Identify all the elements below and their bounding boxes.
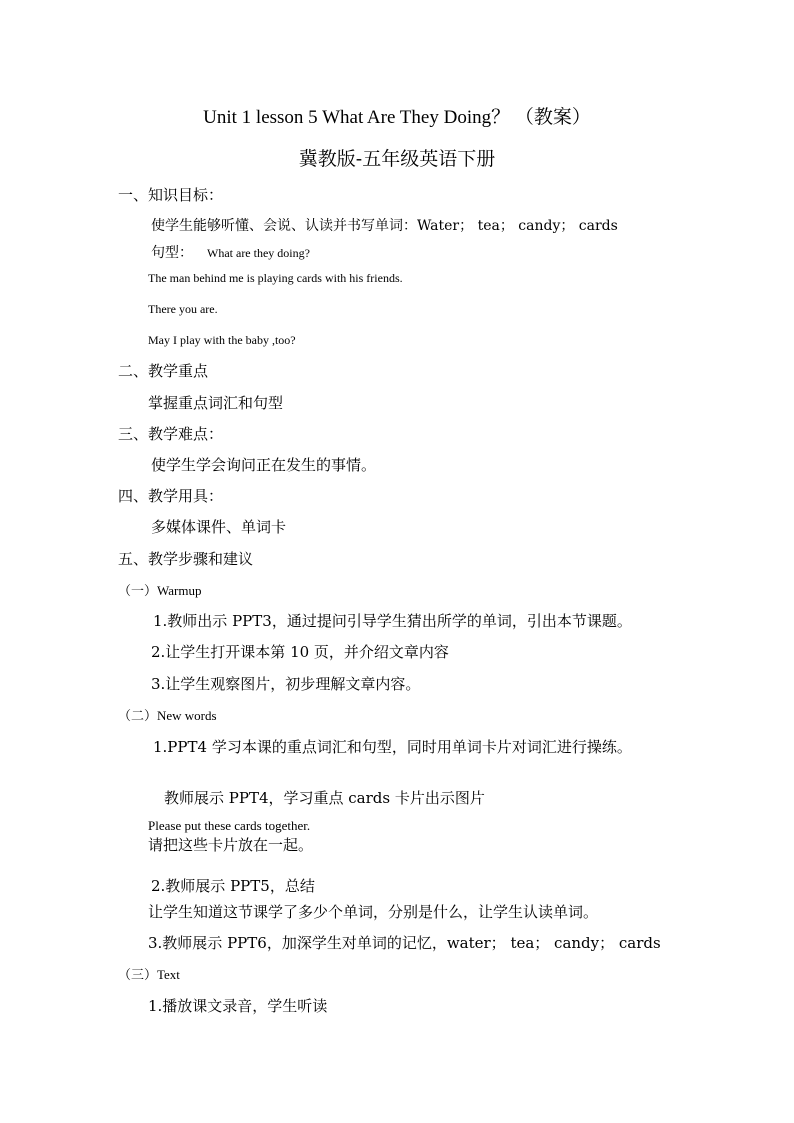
part-1-step-1: 1.教师出示 PPT3，通过提问引导学生猜出所学的单词，引出本节课题。: [153, 612, 632, 630]
part-2-step-3: 3.教师展示 PPT6，加深学生对单词的记忆，water； tea； candy； cards: [148, 934, 661, 952]
section-3-heading: 三、教学难点：: [118, 425, 224, 443]
part-2-step-2-text: 让学生知道这节课学了多少个单词，分别是什么，让学生认读单词。: [148, 903, 599, 921]
part-2-step-1: 1.PPT4 学习本课的重点词汇和句型，同时用单词卡片对词汇进行操练。: [153, 738, 632, 756]
section-5-heading: 五、教学步骤和建议: [118, 550, 254, 568]
part-1-step-2: 2.让学生打开课本第 10 页，并介绍文章内容: [151, 643, 449, 661]
section-2-heading: 二、教学重点: [118, 362, 209, 380]
part-2-heading: （二）New words: [118, 708, 217, 723]
section-1-line-3: The man behind me is playing cards with his friends.: [148, 271, 403, 285]
section-4-text: 多媒体课件、单词卡: [151, 518, 287, 536]
part-2-chinese-sentence: 请把这些卡片放在一起。: [148, 836, 314, 854]
part-1-heading: （一）Warmup: [118, 583, 202, 598]
section-1-line-1: 使学生能够听懂、会说、认读并书写单词：Water； tea； candy； cards: [151, 218, 618, 234]
sentence-pattern-text: What are they doing?: [207, 246, 310, 260]
part-2-show: 教师展示 PPT4，学习重点 cards 卡片出示图片: [164, 789, 485, 807]
part-3-heading: （三）Text: [118, 967, 180, 982]
part-2-step-2: 2.教师展示 PPT5，总结: [151, 877, 315, 895]
part-1-step-3: 3.让学生观察图片，初步理解文章内容。: [151, 675, 421, 693]
document-title: Unit 1 lesson 5 What Are They Doing？ （教案）: [203, 107, 591, 128]
section-2-text: 掌握重点词汇和句型: [148, 394, 284, 412]
section-4-heading: 四、教学用具：: [118, 487, 224, 505]
part-2-english-sentence: Please put these cards together.: [148, 818, 311, 833]
part-3-step-1: 1.播放课文录音，学生听读: [148, 997, 328, 1015]
section-1-line-4: There you are.: [148, 302, 218, 316]
sentence-pattern-label: 句型：: [151, 245, 193, 261]
section-3-text: 使学生学会询问正在发生的事情。: [151, 456, 377, 474]
section-1-line-2: [151, 244, 310, 260]
section-1-line-5: May I play with the baby ,too?: [148, 333, 296, 347]
section-1-heading: 一、知识目标：: [118, 186, 224, 204]
document-subtitle: 冀教版-五年级英语下册: [298, 148, 496, 170]
